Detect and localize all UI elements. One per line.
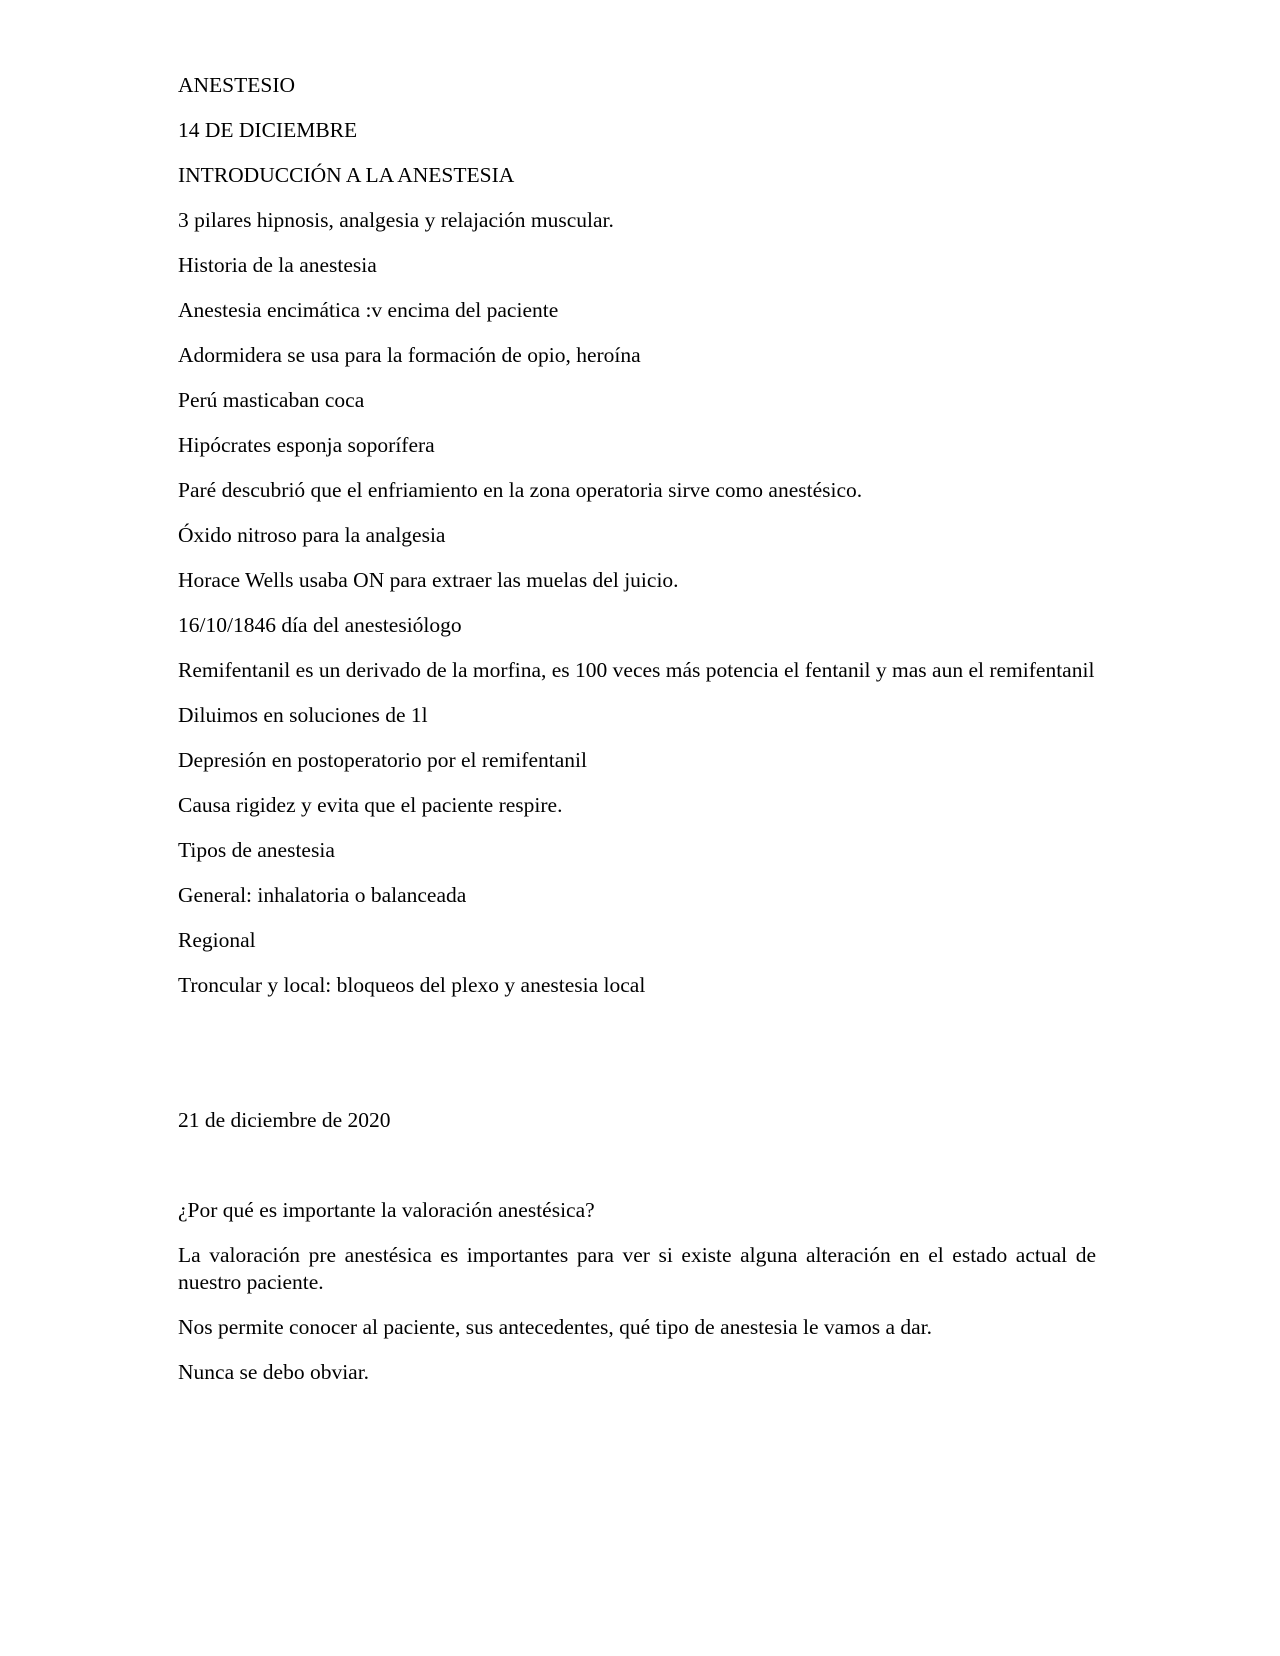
section-heading: INTRODUCCIÓN A LA ANESTESIA [178, 163, 515, 187]
paragraph: ¿Por qué es importante la valoración anestésica? [178, 1198, 595, 1222]
paragraph: Nos permite conocer al paciente, sus antecedentes, qué tipo de anestesia le vamos a dar. [178, 1315, 933, 1339]
paragraph: 16/10/1846 día del anestesiólogo [178, 613, 462, 637]
paragraph: Tipos de anestesia [178, 838, 335, 862]
paragraph: Horace Wells usaba ON para extraer las muelas del juicio. [178, 568, 679, 592]
paragraph: Diluimos en soluciones de 1l [178, 703, 428, 727]
paragraph: Nunca se debo obviar. [178, 1360, 370, 1384]
paragraph: Regional [178, 928, 256, 952]
document-body [178, 72, 1096, 1404]
paragraph: Troncular y local: bloqueos del plexo y anestesia local [178, 973, 646, 997]
paragraph: Adormidera se usa para la formación de opio, heroína [178, 343, 641, 367]
paragraph: Anestesia encimática :v encima del paciente [178, 298, 559, 322]
paragraph: Óxido nitroso para la analgesia [178, 523, 446, 547]
paragraph: Hipócrates esponja soporífera [178, 433, 435, 457]
paragraph: Depresión en postoperatorio por el remifentanil [178, 748, 587, 772]
paragraph: Perú masticaban coca [178, 388, 365, 412]
paragraph: La valoración pre anestésica es importantes para ver si existe alguna alteración en el estado actual de nuestro paciente. [178, 1243, 1096, 1294]
paragraph: Historia de la anestesia [178, 253, 377, 277]
paragraph: Remifentanil es un derivado de la morfina, es 100 veces más potencia el fentanil y mas aun el remifentanil [178, 658, 1095, 682]
blank-space [178, 1152, 1096, 1197]
paragraph: 3 pilares hipnosis, analgesia y relajación muscular. [178, 208, 614, 232]
blank-space [178, 1017, 1096, 1107]
document-title: ANESTESIO [178, 73, 296, 97]
paragraph: Causa rigidez y evita que el paciente respire. [178, 793, 563, 817]
document-date: 21 de diciembre de 2020 [178, 1108, 391, 1132]
paragraph: General: inhalatoria o balanceada [178, 883, 467, 907]
paragraph: Paré descubrió que el enfriamiento en la zona operatoria sirve como anestésico. [178, 478, 863, 502]
document-date: 14 DE DICIEMBRE [178, 118, 358, 142]
